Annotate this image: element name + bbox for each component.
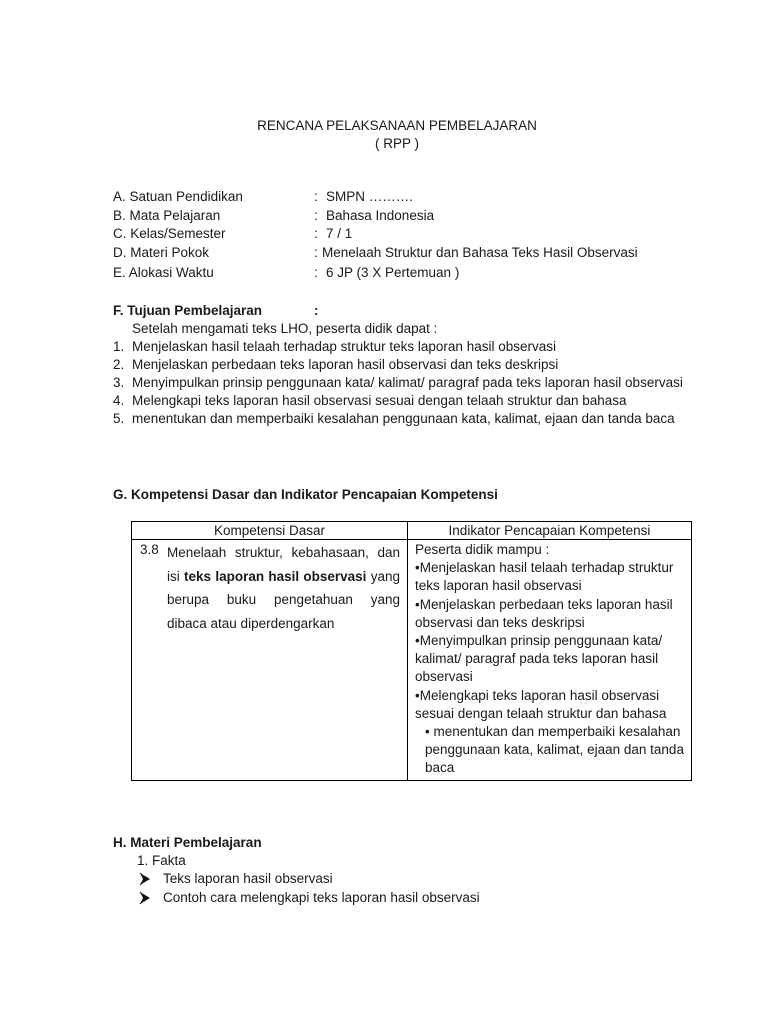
info-label: E. Alokasi Waktu (113, 265, 214, 280)
materi-section (113, 834, 693, 908)
item-number: 4. (113, 393, 125, 408)
info-row-mapel (113, 207, 713, 226)
info-label: C. Kelas/Semester (113, 226, 226, 241)
indikator-cell (408, 540, 692, 781)
info-value: Bahasa Indonesia (326, 207, 435, 223)
kd-content (140, 541, 400, 635)
indikator-item: •Menyimpulkan prinsip penggunaan kata/ kalimat/ paragraf pada teks laporan hasil observasi (415, 633, 663, 685)
info-colon: : (314, 207, 318, 223)
list-item (113, 338, 693, 356)
tujuan-colon: : (314, 303, 319, 318)
info-colon: : (314, 226, 318, 241)
materi-heading: H. Materi Pembelajaran (113, 835, 262, 850)
indikator-item: •Menjelaskan hasil telaah terhadap struktur teks laporan hasil observasi (415, 560, 674, 594)
info-colon: : (314, 244, 318, 260)
arrow-bullet-icon (139, 872, 152, 886)
list-item (113, 392, 693, 410)
info-row-alokasi (113, 264, 713, 283)
kd-text (167, 541, 400, 635)
list-item (113, 356, 693, 374)
list-item (113, 889, 693, 908)
materi-item: Contoh cara melengkapi teks laporan hasil observasi (163, 890, 480, 905)
item-text: Melengkapi teks laporan hasil observasi sesuai dengan telaah struktur dan bahasa (132, 393, 627, 408)
kompetensi-table (131, 521, 692, 781)
tujuan-heading: F. Tujuan Pembelajaran (113, 303, 263, 318)
column-header-indikator: Indikator Pencapaian Kompetensi (408, 522, 692, 540)
kd-text-bold: teks laporan hasil observasi (184, 568, 367, 584)
kd-number: 3.8 (140, 542, 159, 557)
item-number: 5. (113, 411, 125, 426)
materi-sub: 1. Fakta (137, 853, 186, 868)
indikator-bullet: • (425, 724, 430, 740)
tujuan-section (113, 302, 693, 428)
info-value: Menelaah Struktur dan Bahasa Teks Hasil Observasi (322, 244, 638, 260)
document-title (0, 117, 768, 153)
item-text: menentukan dan memperbaiki kesalahan penggunaan kata, kalimat, ejaan dan tanda baca (132, 411, 675, 426)
tujuan-intro: Setelah mengamati teks LHO, peserta didik dapat : (132, 321, 438, 336)
list-item (113, 374, 693, 392)
info-value: 7 / 1 (326, 226, 353, 241)
item-text: Menjelaskan hasil telaah terhadap struktur teks laporan hasil observasi (132, 339, 556, 354)
indikator-item: •Melengkapi teks laporan hasil observasi sesuai dengan telaah struktur dan bahasa (415, 687, 667, 721)
identity-section (113, 188, 713, 283)
info-value: SMPN ………. (326, 189, 414, 204)
indikator-item (415, 723, 685, 778)
indikator-text: menentukan dan memperbaiki kesalahan penggunaan kata, kalimat, ejaan dan tanda baca (425, 724, 684, 776)
item-number: 1. (113, 339, 125, 354)
indikator-intro: Peserta didik mampu : (415, 542, 550, 557)
tujuan-list (113, 338, 693, 428)
info-colon: : (314, 189, 318, 204)
kd-text-part1: Menelaah struktur, kebahasaan, dan isi (167, 545, 400, 584)
list-item (113, 410, 693, 428)
table-row (132, 540, 692, 781)
table-header-row (132, 522, 692, 540)
kd-text-part2: yang berupa buku pengetahuan yang dibaca atau diperdengarkan (167, 568, 400, 631)
materi-item: Teks laporan hasil observasi (163, 871, 333, 886)
item-number: 2. (113, 357, 125, 372)
item-text: Menyimpulkan prinsip penggunaan kata/ kalimat/ paragraf pada teks laporan hasil observasi (132, 375, 683, 390)
kompetensi-heading: G. Kompetensi Dasar dan Indikator Pencapaian Kompetensi (113, 487, 498, 502)
info-label: D. Materi Pokok (113, 244, 210, 260)
info-label: A. Satuan Pendidikan (113, 189, 243, 204)
kd-cell (132, 540, 408, 781)
info-value: 6 JP (3 X Pertemuan ) (326, 265, 460, 280)
column-header-kd: Kompetensi Dasar (132, 522, 408, 540)
arrow-bullet-icon (139, 891, 152, 905)
info-row-satuan (113, 188, 713, 207)
item-text: Menjelaskan perbedaan teks laporan hasil observasi dan teks deskripsi (132, 357, 559, 372)
indikator-item: •Menjelaskan perbedaan teks laporan hasil observasi dan teks deskripsi (415, 596, 673, 630)
title-line-1: RENCANA PELAKSANAAN PEMBELAJARAN (257, 118, 537, 133)
title-line-2: ( RPP ) (374, 136, 419, 151)
item-number: 3. (113, 375, 125, 390)
info-row-kelas (113, 225, 713, 244)
info-label: B. Mata Pelajaran (113, 207, 221, 223)
info-row-materi (113, 244, 713, 263)
list-item (113, 870, 693, 889)
section-heading (113, 302, 693, 320)
info-colon: : (314, 265, 318, 280)
